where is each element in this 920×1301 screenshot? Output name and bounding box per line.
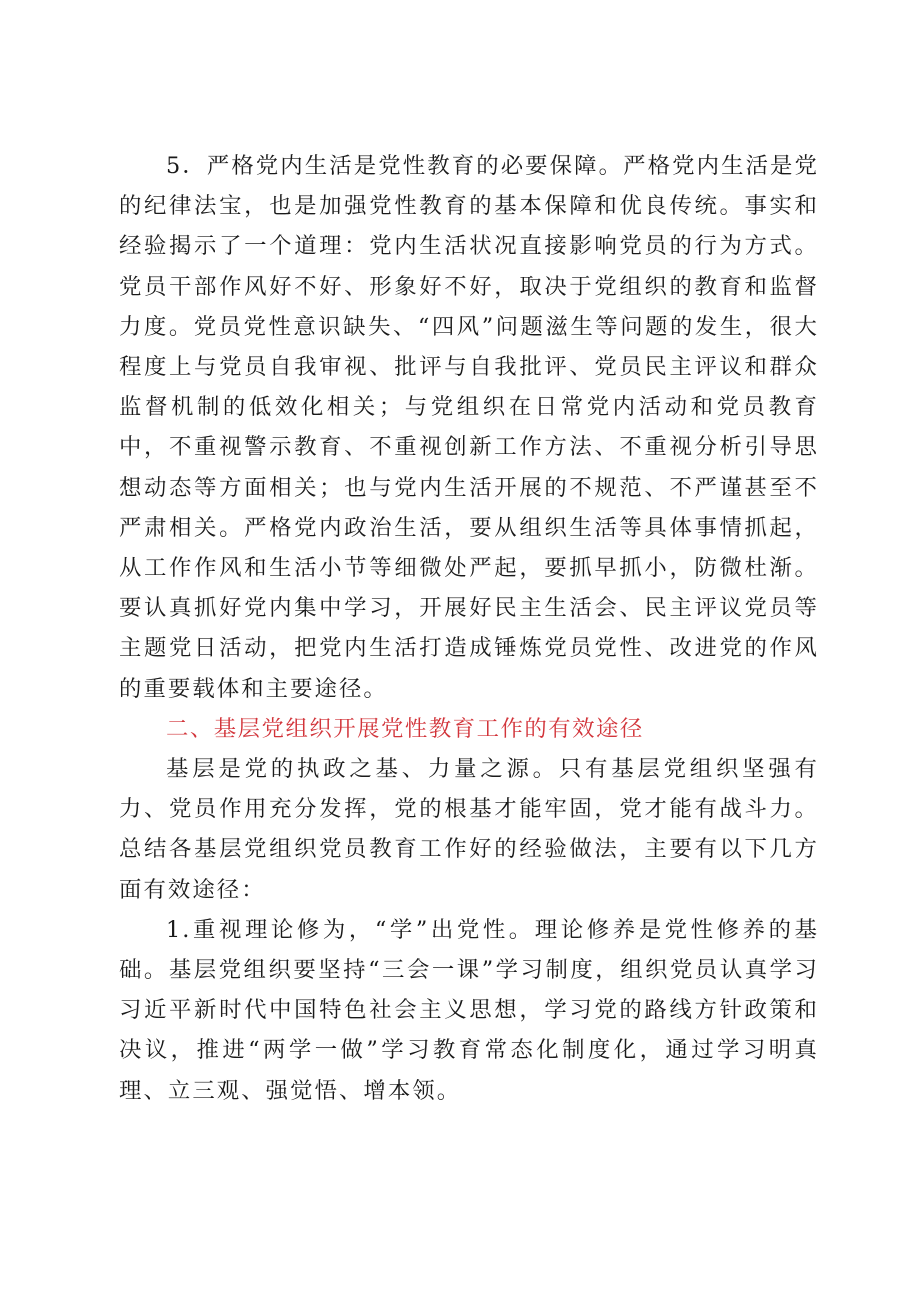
paragraph-strict-party-life: 5．严格党内生活是党性教育的必要保障。严格党内生活是党的纪律法宝，也是加强党性教育的基本保障和优良传统。事实和经验揭示了一个道理：党内生活状况直接影响党员的行为方式。党员干部作风好不好、形象好不好，取决于党组织的教育和监督力度。党员党性意识缺失、“四风”问题滋生等问题的发生，很大程度上与党员自我审视、批评与自我批评、党员民主评议和群众监督机制的低效化相关；与党组织在日常党内活动和党员教育中，不重视警示教育、不重视创新工作方法、不重视分析引导思想动态等方面相关；也与党内生活开展的不规范、不严谨甚至不严肃相关。严格党内政治生活，要从组织生活等具体事情抓起，从工作作风和生活小节等细微处严起，要抓早抓小，防微杜渐。要认真抓好党内集中学习，开展好民主生活会、民主评议党员等主题党日活动，把党内生活打造成锤炼党员党性、改进党的作风的重要载体和主要途径。: [119, 153, 819, 702]
paragraph-grassroots-intro: 基层是党的执政之基、力量之源。只有基层党组织坚强有力、党员作用充分发挥，党的根基才能牢固，党才能有战斗力。总结各基层党组织党员教育工作好的经验做法，主要有以下几方面有效途径：: [119, 756, 819, 903]
section-heading-effective-paths: 二、基层党组织开展党性教育工作的有效途径: [166, 715, 644, 742]
paragraph-theory-cultivation: 1.重视理论修为，“学”出党性。理论修养是党性修养的基础。基层党组织要坚持“三会一课”学习制度，组织党员认真学习习近平新时代中国特色社会主义思想，学习党的路线方针政策和决议，推进“两学一做”学习教育常态化制度化，通过学习明真理、立三观、强觉悟、增本领。: [119, 916, 819, 1104]
document-body: [119, 146, 819, 1111]
